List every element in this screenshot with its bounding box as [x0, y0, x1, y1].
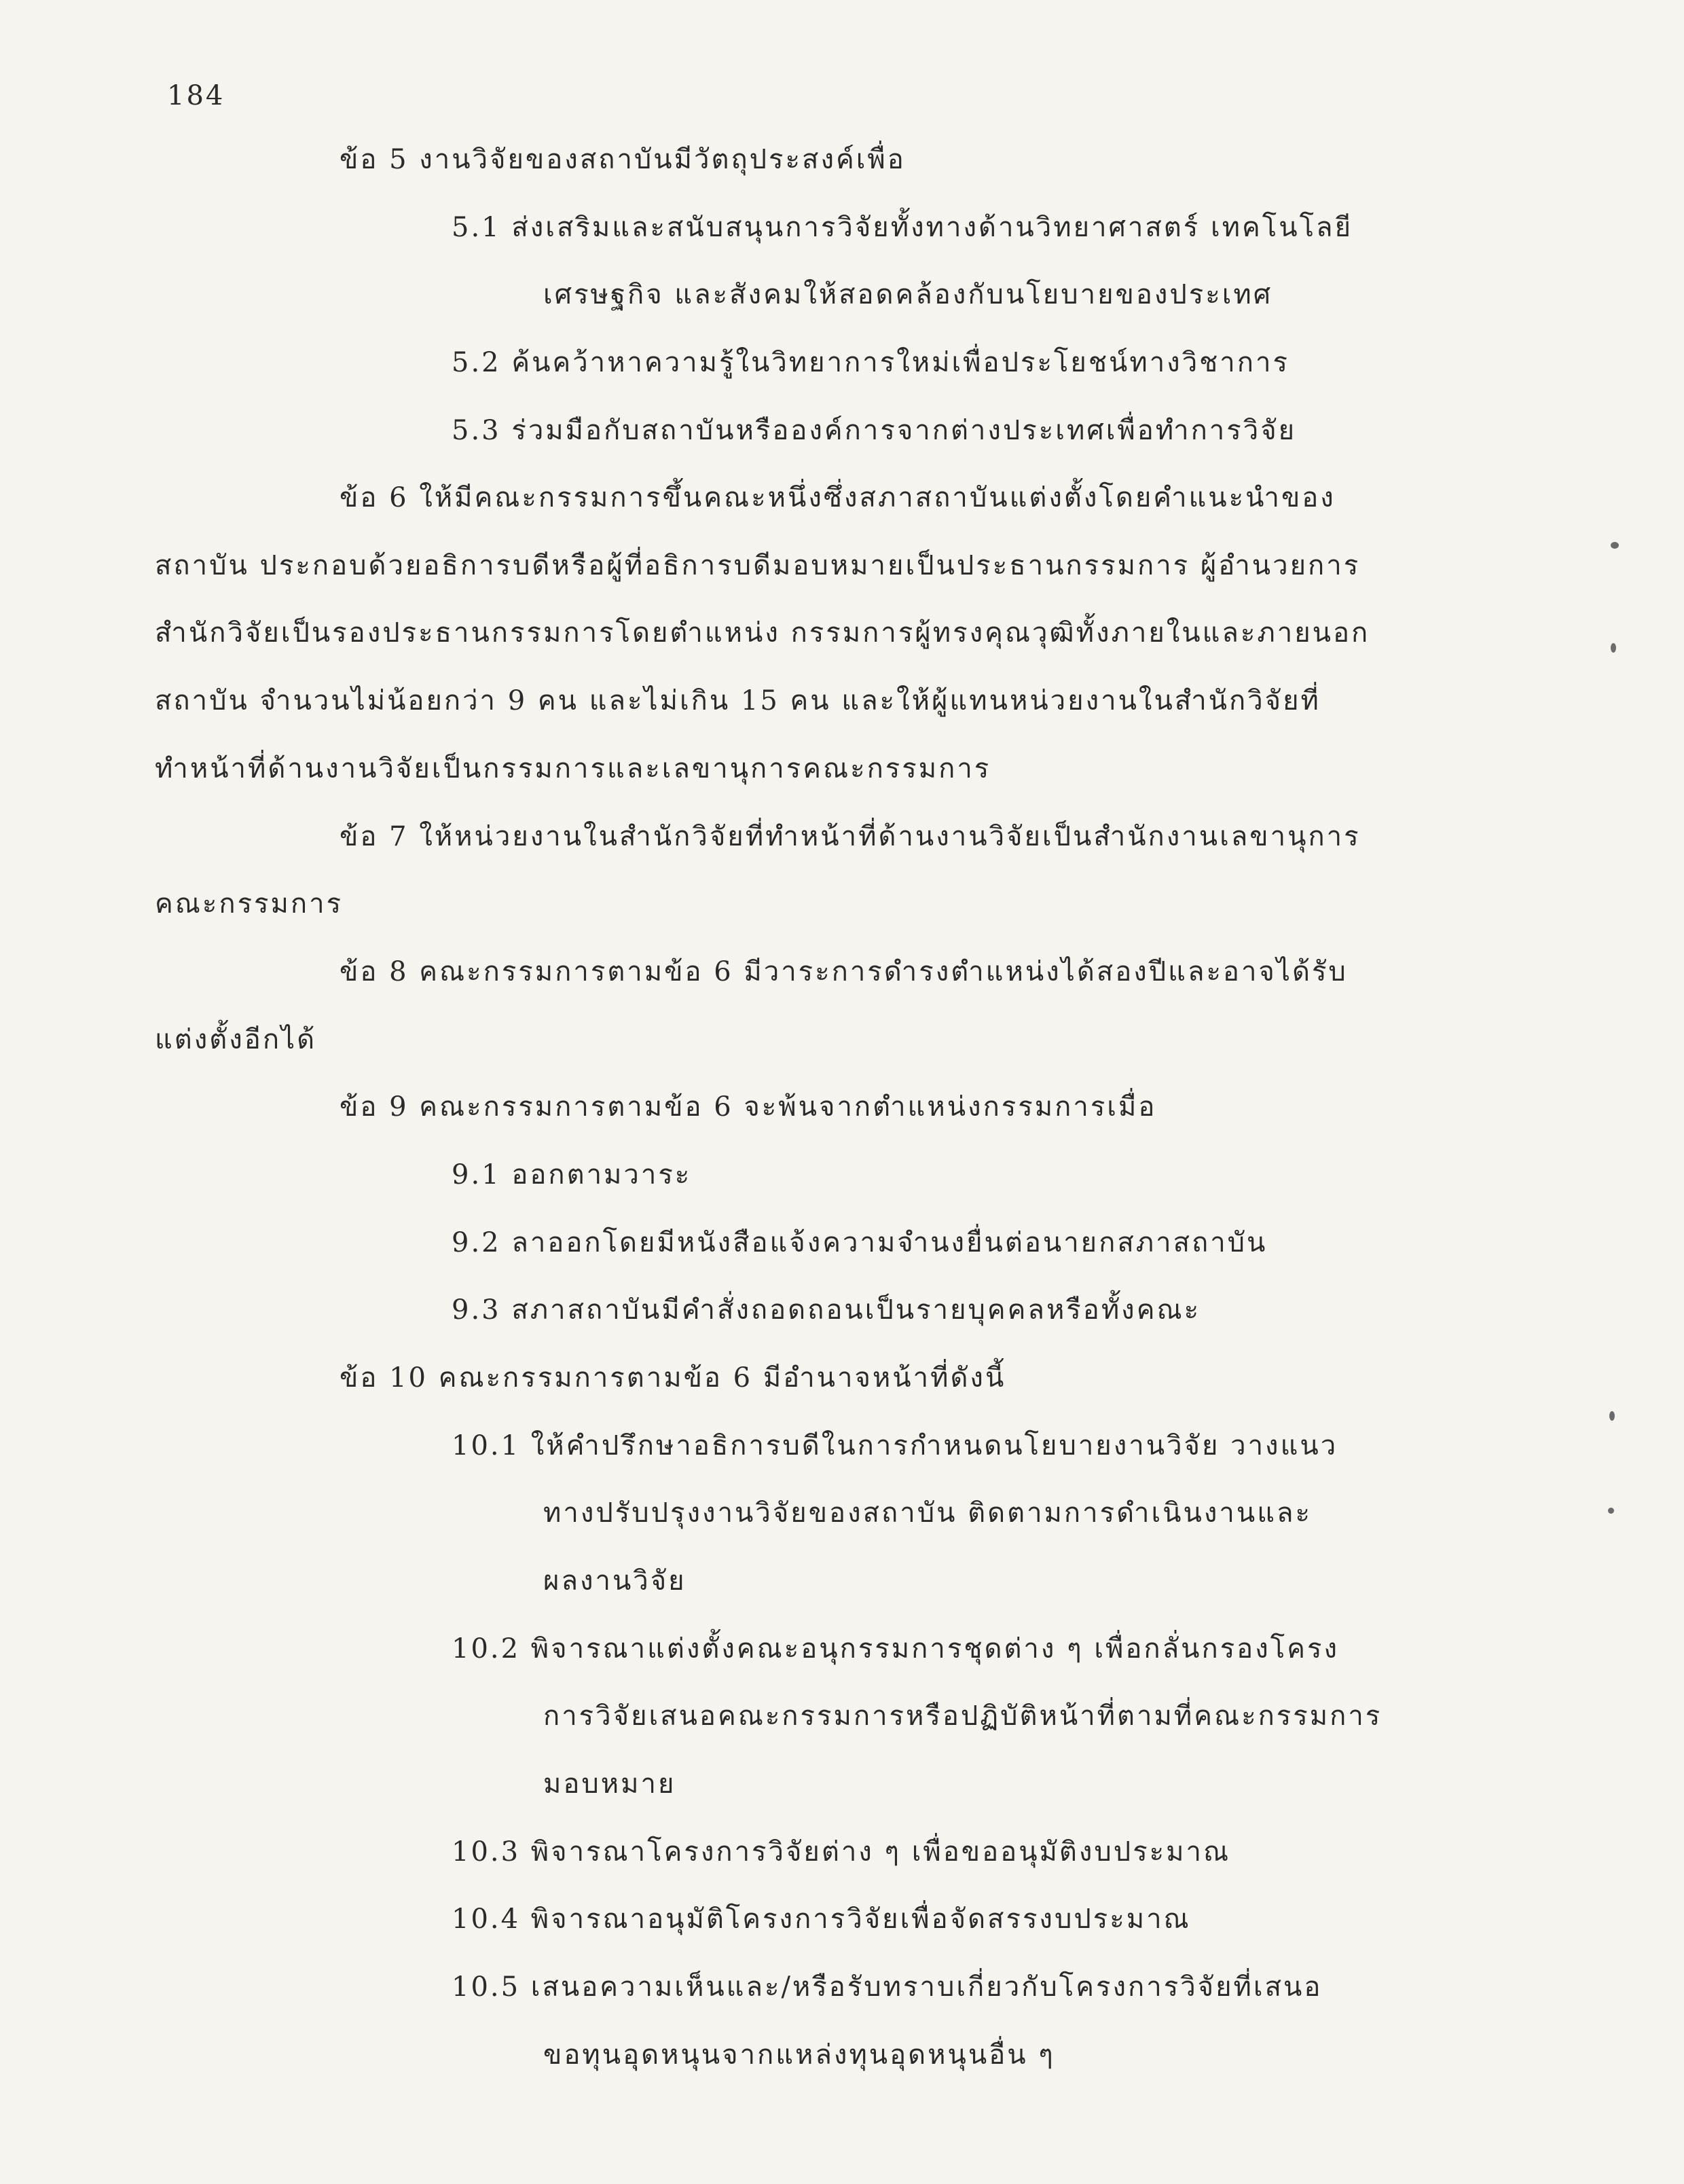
clause-5-3: 5.3 ร่วมมือกับสถาบันหรือองค์การจากต่างประเทศเพื่อทำการวิจัย — [452, 415, 1297, 446]
clause-9-heading: ข้อ 9 คณะกรรมการตามข้อ 6 จะพ้นจากตำแหน่งกรรมการเมื่อ — [340, 1091, 1157, 1123]
clause-9-3: 9.3 สภาสถาบันมีคำสั่งถอดถอนเป็นรายบุคคลหรือทั้งคณะ — [452, 1294, 1201, 1326]
clause-6-line-3: สำนักวิจัยเป็นรองประธานกรรมการโดยตำแหน่ง กรรมการผู้ทรงคุณวุฒิทั้งภายในและภายนอก — [155, 617, 1370, 649]
clause-5-2: 5.2 ค้นคว้าหาความรู้ในวิทยาการใหม่เพื่อประโยชน์ทางวิชาการ — [452, 347, 1289, 378]
clause-5-heading: ข้อ 5 งานวิจัยของสถาบันมีวัตถุประสงค์เพื่อ — [340, 144, 906, 175]
scan-speck — [1609, 1411, 1615, 1421]
clause-8-line-2: แต่งตั้งอีกได้ — [155, 1024, 317, 1055]
clause-5-1-line-2: เศรษฐกิจ และสังคมให้สอดคล้องกับนโยบายของประเทศ — [543, 279, 1273, 310]
clause-10-3: 10.3 พิจารณาโครงการวิจัยต่าง ๆ เพื่อขออนุมัติงบประมาณ — [452, 1836, 1231, 1868]
clause-9-1: 9.1 ออกตามวาระ — [452, 1159, 692, 1190]
clause-6-line-2: สถาบัน ประกอบด้วยอธิการบดีหรือผู้ที่อธิการบดีมอบหมายเป็นประธานกรรมการ ผู้อำนวยการ — [155, 550, 1361, 581]
clause-10-5-line-2: ขอทุนอุดหนุนจากแหล่งทุนอุดหนุนอื่น ๆ — [543, 2039, 1055, 2071]
scan-speck — [1608, 1508, 1614, 1514]
clause-9-2: 9.2 ลาออกโดยมีหนังสือแจ้งความจำนงยื่นต่อนายกสภาสถาบัน — [452, 1227, 1268, 1258]
clause-10-2-line-1: 10.2 พิจารณาแต่งตั้งคณะอนุกรรมการชุดต่าง ๆ เพื่อกลั่นกรองโครง — [452, 1633, 1339, 1664]
clause-6-line-4: สถาบัน จำนวนไม่น้อยกว่า 9 คน และไม่เกิน 15 คน และให้ผู้แทนหน่วยงานในสำนักวิจัยที่ — [155, 685, 1321, 716]
clause-6-line-1: ข้อ 6 ให้มีคณะกรรมการขึ้นคณะหนึ่งซึ่งสภาสถาบันแต่งตั้งโดยคำแนะนำของ — [340, 482, 1336, 513]
clause-10-1-line-1: 10.1 ให้คำปรึกษาอธิการบดีในการกำหนดนโยบายงานวิจัย วางแนว — [452, 1430, 1338, 1461]
page-number: 184 — [167, 80, 225, 111]
scan-speck — [1611, 643, 1616, 653]
clause-10-1-line-3: ผลงานวิจัย — [543, 1565, 687, 1597]
clause-10-2-line-2: การวิจัยเสนอคณะกรรมการหรือปฏิบัติหน้าที่ตามที่คณะกรรมการ — [543, 1700, 1383, 1732]
clause-10-4: 10.4 พิจารณาอนุมัติโครงการวิจัยเพื่อจัดสรรงบประมาณ — [452, 1904, 1191, 1935]
clause-10-heading: ข้อ 10 คณะกรรมการตามข้อ 6 มีอำนาจหน้าที่ดังนี้ — [340, 1362, 1006, 1394]
clause-8-line-1: ข้อ 8 คณะกรรมการตามข้อ 6 มีวาระการดำรงตำแหน่งได้สองปีและอาจได้รับ — [340, 956, 1348, 987]
clause-7-line-1: ข้อ 7 ให้หน่วยงานในสำนักวิจัยที่ทำหน้าที่ด้านงานวิจัยเป็นสำนักงานเลขานุการ — [340, 821, 1361, 852]
clause-10-1-line-2: ทางปรับปรุงงานวิจัยของสถาบัน ติดตามการดำเนินงานและ — [543, 1497, 1312, 1529]
clause-6-line-5: ทำหน้าที่ด้านงานวิจัยเป็นกรรมการและเลขานุการคณะกรรมการ — [155, 753, 991, 784]
clause-10-2-line-3: มอบหมาย — [543, 1768, 676, 1800]
clause-7-line-2: คณะกรรมการ — [155, 888, 344, 920]
scan-speck — [1611, 542, 1619, 549]
clause-5-1-line-1: 5.1 ส่งเสริมและสนับสนุนการวิจัยทั้งทางด้านวิทยาศาสตร์ เทคโนโลยี — [452, 212, 1353, 243]
clause-10-5-line-1: 10.5 เสนอความเห็นและ/หรือรับทราบเกี่ยวกับโครงการวิจัยที่เสนอ — [452, 1971, 1323, 2003]
